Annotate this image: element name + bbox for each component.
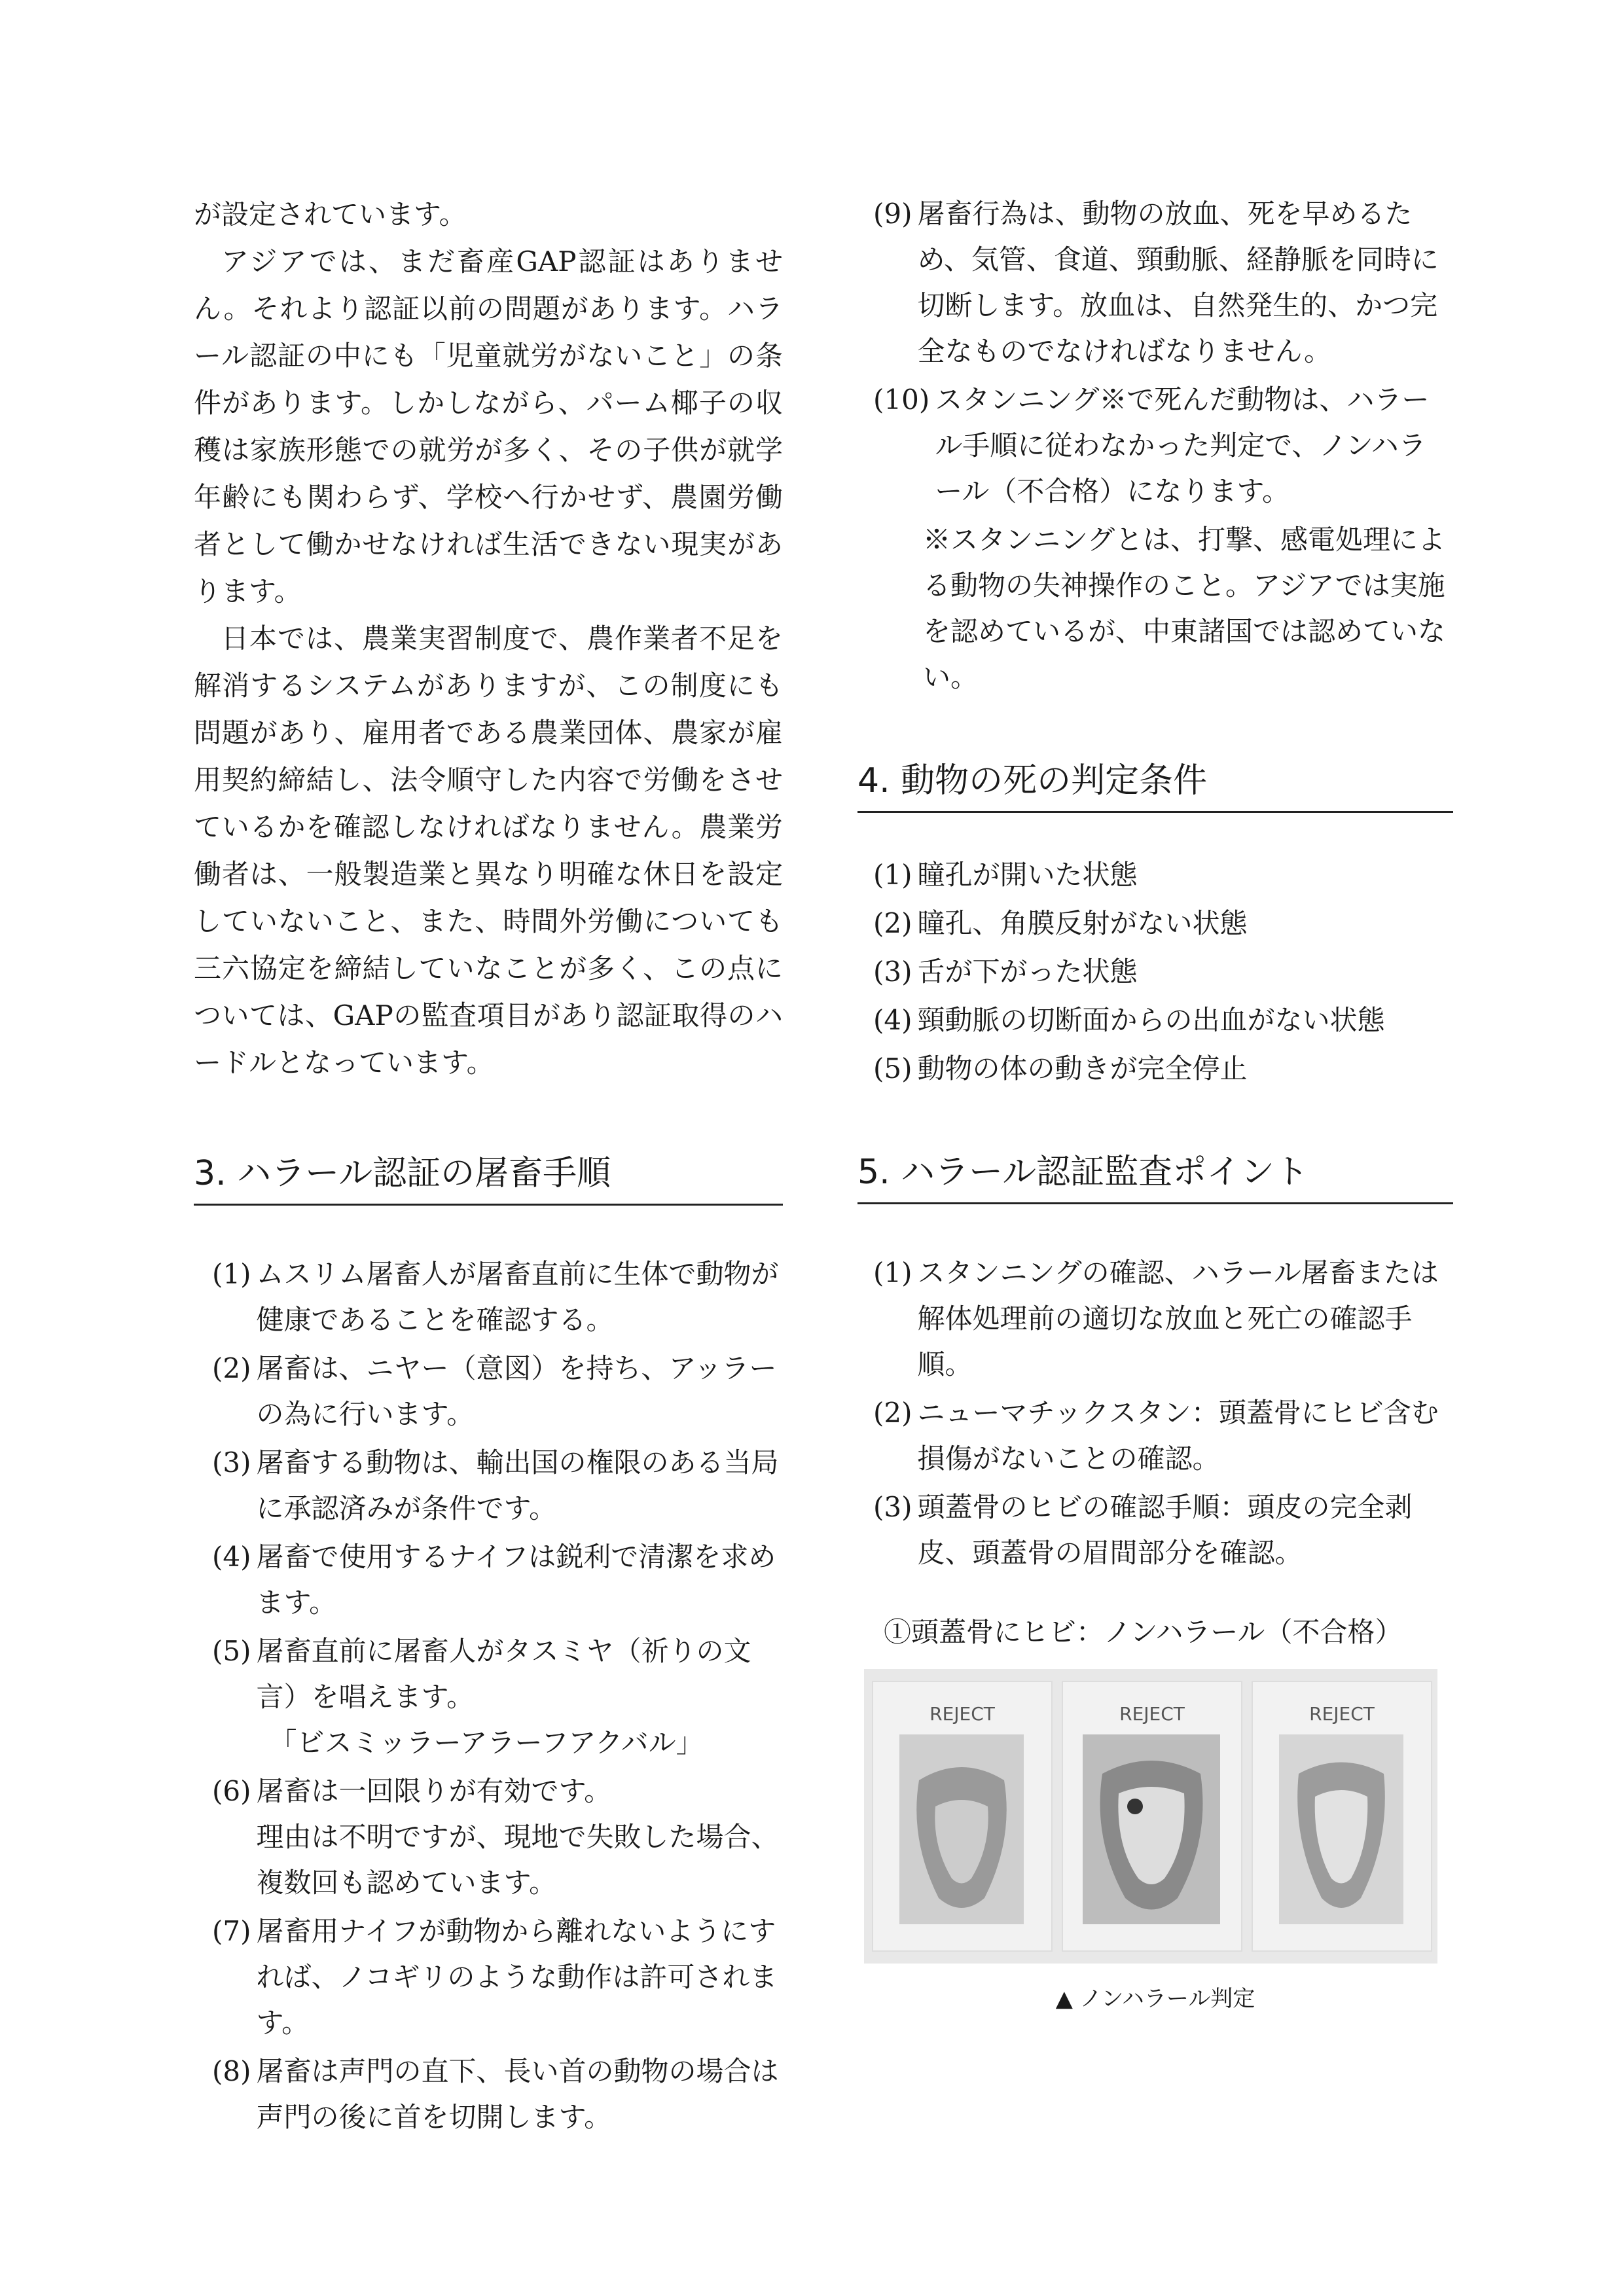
list-item	[873, 377, 1453, 514]
left-column	[194, 191, 783, 2143]
item-text: 屠畜行為は、動物の放血、死を早めるため、気管、食道、頸動脈、経静脈を同時に切断します。放血は、自然発生的、かつ完全なものでなければなりません。	[917, 198, 1439, 367]
list-item	[212, 2049, 783, 2140]
item-subtext: 理由は不明ですが、現地で失敗した場合、複数回も認めています。	[256, 1821, 779, 1899]
item-text: ニューマチックスタン：頭蓋骨にヒビ含む損傷がないことの確認。	[917, 1397, 1439, 1475]
list-item	[212, 1251, 783, 1343]
stunning-note: ※スタンニングとは、打撃、感電処理による動物の失神操作のこと。アジアでは実施を認めているが、中東諸国では認めていない。	[923, 524, 1446, 693]
item-number: (5)	[212, 1635, 251, 1667]
list-item	[873, 1250, 1453, 1388]
right-column	[857, 191, 1453, 2015]
list-item	[873, 1484, 1453, 1576]
skull-photo	[864, 1669, 1437, 1964]
item-text: 屠畜用ナイフが動物から離れないようにすれば、ノコギリのような動作は許可されます。	[256, 1915, 778, 2039]
item-subtext: 「ビスミッラーアラーフアクバル」	[269, 1727, 704, 1759]
item-text: 屠畜で使用するナイフは鋭利で清潔を求めます。	[256, 1541, 776, 1619]
item-text: スタンニング※で死んだ動物は、ハラール手順に従わなかった判定で、ノンハラール（不合格）になります。	[935, 384, 1430, 507]
intro-paragraph-1: が設定されています。	[194, 198, 467, 230]
item-text: 頸動脈の切断面からの出血がない状態	[917, 1004, 1385, 1036]
item-number: (3)	[873, 1491, 912, 1523]
list-item	[873, 901, 1453, 946]
item-number: (4)	[873, 1004, 912, 1036]
item-number: (9)	[873, 198, 912, 230]
item-number: (3)	[212, 1446, 251, 1479]
photo-caption-bottom: ▲ ノンハラール判定	[1055, 1986, 1255, 2012]
list-item	[212, 1346, 783, 1437]
intro-paragraph-3: 日本では、農業実習制度で、農作業者不足を解消するシステムがありますが、この制度にも問題があり、雇用者である農業団体、農家が雇用契約締結し、法令順守した内容で労働をさせているかを確認しなければなりません。農業労働者は、一般製造業と異なり明確な休日を設定していないこと、また、時間外労働についても三六協定を締結していなことが多く、この点については、GAPの監査項目があり認証取得のハードルとなっています。	[194, 622, 783, 1079]
list-item	[212, 1768, 783, 1906]
photo-panel	[872, 1681, 1053, 1952]
list-item	[873, 852, 1453, 898]
section3-list	[194, 1251, 783, 2140]
list-item	[212, 1628, 783, 1766]
item-text: 屠畜は声門の直下、長い首の動物の場合は声門の後に首を切開します。	[256, 2055, 779, 2133]
list-item	[212, 1534, 783, 1626]
item-number: (6)	[212, 1775, 251, 1807]
section3-continued-list	[857, 191, 1453, 514]
list-item	[873, 1390, 1453, 1482]
item-number: (2)	[873, 907, 912, 939]
section4-heading: 4. 動物の死の判定条件	[857, 753, 1453, 813]
item-number: (1)	[212, 1258, 251, 1290]
item-text: 舌が下がった状態	[917, 956, 1138, 988]
list-item	[873, 949, 1453, 995]
item-text: ムスリム屠畜人が屠畜直前に生体で動物が健康であることを確認する。	[256, 1258, 779, 1336]
item-text: 屠畜直前に屠畜人がタスミヤ（祈りの文言）を唱えます。	[256, 1635, 751, 1713]
photo-caption-top: ①頭蓋骨にヒビ：ノンハラール（不合格）	[884, 1616, 1403, 1648]
photo-panel	[1252, 1681, 1432, 1952]
item-number: (1)	[873, 1257, 912, 1289]
item-text: 屠畜は、ニヤー（意図）を持ち、アッラーの為に行います。	[256, 1352, 777, 1430]
section3-heading: 3. ハラール認証の屠畜手順	[194, 1145, 783, 1206]
intro-paragraph-2: アジアでは、まだ畜産GAP認証はありません。それより認証以前の問題があります。ハラール認証の中にも「児童就労がないこと」の条件があります。しかしながら、パーム椰子の収穫は家族形態での就労が多く、その子供が就学年齢にも関わらず、学校へ行かせず、農園労働者として働かせなければ生活できない現実があります。	[194, 245, 783, 607]
item-text: 頭蓋骨のヒビの確認手順：頭皮の完全剥皮、頭蓋骨の眉間部分を確認。	[917, 1491, 1413, 1569]
list-item	[873, 1046, 1453, 1092]
section5-list	[857, 1250, 1453, 1576]
item-number: (7)	[212, 1915, 251, 1947]
section4-list	[857, 852, 1453, 1092]
item-text: 瞳孔、角膜反射がない状態	[917, 907, 1248, 939]
item-text: 屠畜する動物は、輸出国の権限のある当局に承認済みが条件です。	[256, 1446, 779, 1524]
item-number: (8)	[212, 2055, 251, 2087]
item-number: (2)	[873, 1397, 912, 1429]
photo-panel	[1062, 1681, 1242, 1952]
item-text: 屠畜は一回限りが有効です。	[256, 1775, 612, 1807]
section5-heading: 5. ハラール認証監査ポイント	[857, 1144, 1453, 1204]
item-number: (3)	[873, 956, 912, 988]
reject-label: REJECT	[1119, 1703, 1185, 1725]
item-text: 動物の体の動きが完全停止	[917, 1052, 1248, 1085]
item-number: (4)	[212, 1541, 251, 1573]
item-number: (5)	[873, 1052, 912, 1085]
item-number: (2)	[212, 1352, 251, 1384]
list-item	[873, 997, 1453, 1043]
item-text: 瞳孔が開いた状態	[917, 859, 1138, 891]
reject-label: REJECT	[929, 1703, 995, 1725]
list-item	[873, 191, 1453, 374]
item-number: (10)	[873, 384, 930, 416]
reject-label: REJECT	[1309, 1703, 1375, 1725]
list-item	[212, 1440, 783, 1532]
item-text: スタンニングの確認、ハラール屠畜または解体処理前の適切な放血と死亡の確認手順。	[917, 1257, 1439, 1380]
list-item	[212, 1909, 783, 2046]
item-number: (1)	[873, 859, 912, 891]
